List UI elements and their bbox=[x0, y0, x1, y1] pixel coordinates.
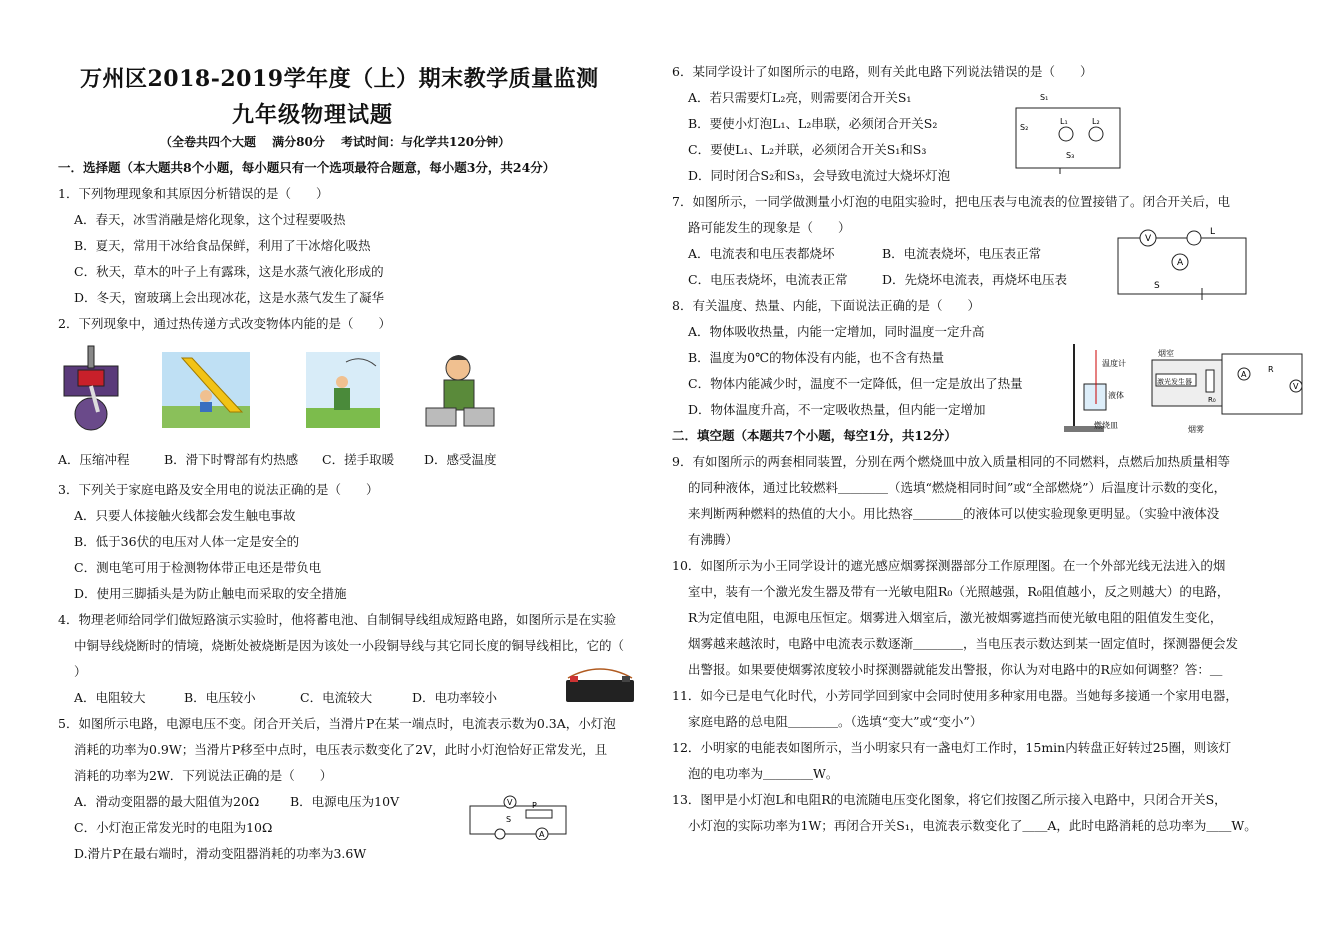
q1-option-b: B．夏天，常用干冰给食品保鲜，利用了干冰熔化吸热 bbox=[74, 238, 371, 253]
q10-r0-label: R₀ bbox=[1208, 396, 1216, 404]
q8-stem: 8．有关温度、热量、内能，下面说法正确的是（ ） bbox=[672, 298, 980, 313]
q10-voltmeter-label: V bbox=[1293, 382, 1299, 391]
q8-option-a: A．物体吸收热量，内能一定增加，同时温度一定升高 bbox=[688, 324, 985, 339]
section2-heading: 二．填空题（本题共7个小题，每空1分，共12分） bbox=[672, 428, 957, 443]
q2-option-c: C．搓手取暖 bbox=[322, 452, 395, 467]
q10-ammeter-label: A bbox=[1241, 370, 1247, 379]
q8-option-b: B．温度为0℃的物体没有内能，也不含有热量 bbox=[688, 350, 945, 365]
q5-switch-label: S bbox=[506, 815, 512, 824]
q9-dish-label: 燃烧皿 bbox=[1094, 421, 1118, 430]
q4-line3: ） bbox=[74, 664, 87, 679]
q7-line1: 7．如图所示，一同学做测量小灯泡的电阻实验时，把电压表与电流表的位置接错了。闭合开关后，电 bbox=[672, 194, 1230, 209]
q9-liquid-label: 液体 bbox=[1108, 391, 1124, 400]
q10-smoke-detector-diagram bbox=[1148, 344, 1306, 436]
q10-line5: 出警报。如果要使烟雾浓度较小时探测器就能发出警报，你认为对电路中的R应如何调整？答：＿ bbox=[688, 662, 1223, 677]
q9-thermometer-label: 温度计 bbox=[1102, 359, 1126, 368]
q6-option-d: D．同时闭合S₂和S₃，会导致电流过大烧坏灯泡 bbox=[688, 168, 951, 183]
q1-option-a: A．春天，冰雪消融是熔化现象，这个过程要吸热 bbox=[74, 212, 346, 227]
q6-l2-label: L₂ bbox=[1092, 117, 1100, 126]
q9-line3: 来判断两种燃料的热值的大小。用比热容＿＿＿＿的液体可以使实验现象更明显。（实验中液体没 bbox=[688, 506, 1220, 521]
q7-option-d: D．先烧坏电流表，再烧坏电压表 bbox=[882, 272, 1068, 287]
q13-line2: 小灯泡的实际功率为1W；再闭合开关S₁，电流表示数变化了＿＿A，此时电路消耗的总功率为＿＿W。 bbox=[688, 818, 1257, 833]
q10-chamber-label: 烟室 bbox=[1158, 349, 1174, 358]
q6-s2-label: S₂ bbox=[1020, 123, 1029, 132]
q11-line1: 11．如今已是电气化时代，小芳同学回到家中会同时使用多种家用电器。当她每多接通一个家用电器， bbox=[672, 688, 1238, 703]
q6-s1-label: S₁ bbox=[1040, 93, 1049, 102]
q7-option-b: B．电流表烧坏，电压表正常 bbox=[882, 246, 1042, 261]
q13-line1: 13．图甲是小灯泡L和电阻R的电流随电压变化图象，将它们按图乙所示接入电路中，只闭合开关S， bbox=[672, 792, 1227, 807]
q7-switch-label: S bbox=[1154, 281, 1160, 291]
q5-ammeter-label: A bbox=[539, 830, 545, 839]
q1-option-d: D．冬天，窗玻璃上会出现冰花，这是水蒸气发生了凝华 bbox=[74, 290, 385, 305]
engine-compression-image bbox=[58, 342, 124, 434]
q4-line2: 中铜导线烧断时的情境，烧断处被烧断是因为该处一小段铜导线与其它同长度的铜导线相比，它的（ bbox=[74, 638, 625, 653]
q6-l1-label: L₁ bbox=[1060, 117, 1068, 126]
q7-ammeter-label: A bbox=[1177, 258, 1184, 268]
q11-line2: 家庭电路的总电阻＿＿＿＿。（选填“变大”或“变小”） bbox=[688, 714, 983, 729]
q1-option-c: C．秋天，草木的叶子上有露珠，这是水蒸气液化形成的 bbox=[74, 264, 384, 279]
exam-subject-title: 九年级物理试题 bbox=[232, 102, 394, 128]
q5-option-b: B．电源电压为10V bbox=[290, 794, 400, 809]
q5-slider-label: P bbox=[532, 801, 537, 810]
feeling-temperature-image bbox=[420, 350, 498, 432]
exam-info: （全卷共四个大题 满分80分 考试时间：与化学共120分钟） bbox=[160, 135, 511, 149]
q4-option-d: D．电功率较小 bbox=[412, 690, 498, 705]
q10-line1: 10．如图所示为小王同学设计的遮光感应烟雾探测器部分工作原理图。在一个外部光线无法进入的烟 bbox=[672, 558, 1226, 573]
q9-heating-apparatus bbox=[1060, 340, 1142, 434]
exam-title: 万州区2018-2019学年度（上）期末教学质量监测 bbox=[80, 66, 599, 92]
q9-line4: 有沸腾） bbox=[688, 532, 739, 547]
q3-stem: 3．下列关于家庭电路及安全用电的说法正确的是（ ） bbox=[58, 482, 379, 497]
q1-stem: 1．下列物理现象和其原因分析错误的是（ ） bbox=[58, 186, 329, 201]
q3-option-d: D．使用三脚插头是为防止触电而采取的安全措施 bbox=[74, 586, 347, 601]
q6-option-a: A．若只需要灯L₂亮，则需要闭合开关S₁ bbox=[688, 90, 912, 105]
q7-option-c: C．电压表烧坏，电流表正常 bbox=[688, 272, 848, 287]
q3-option-b: B．低于36伏的电压对人体一定是安全的 bbox=[74, 534, 300, 549]
q10-line2: 室中，装有一个激光发生器及带有一光敏电阻R₀（光照越强，R₀阻值越小，反之则越大）的电路， bbox=[688, 584, 1230, 599]
q7-lamp-label: L bbox=[1210, 227, 1216, 237]
q2-option-b: B．滑下时臀部有灼热感 bbox=[164, 452, 299, 467]
q6-option-b: B．要使小灯泡L₁、L₂串联，必须闭合开关S₂ bbox=[688, 116, 938, 131]
q5-line3: 消耗的功率为2W．下列说法正确的是（ ） bbox=[74, 768, 333, 783]
q10-line4: 烟雾越来越浓时，电路中电流表示数逐渐＿＿＿＿，当电压表示数达到某一固定值时，探测器便会发 bbox=[688, 636, 1239, 651]
slide-child-image bbox=[162, 352, 250, 428]
q2-stem: 2．下列现象中，通过热传递方式改变物体内能的是（ ） bbox=[58, 316, 391, 331]
q6-option-c: C．要使L₁、L₂并联，必须闭合开关S₁和S₃ bbox=[688, 142, 927, 157]
q5-circuit-diagram bbox=[466, 794, 572, 840]
q5-option-d: D.滑片P在最右端时，滑动变阻器消耗的功率为3.6W bbox=[74, 846, 367, 861]
q7-line2: 路可能发生的现象是（ ） bbox=[688, 220, 851, 235]
q10-r-label: R bbox=[1268, 365, 1274, 374]
q6-circuit-diagram bbox=[1010, 88, 1126, 180]
q4-option-b: B．电压较小 bbox=[184, 690, 256, 705]
q7-circuit-diagram bbox=[1114, 224, 1250, 300]
q5-voltmeter-label: V bbox=[507, 798, 513, 807]
q9-line2: 的同种液体，通过比较燃料＿＿＿＿（选填“燃烧相同时间”或“全部燃烧”）后温度计示数的变化， bbox=[688, 480, 1227, 495]
rubbing-hands-image bbox=[306, 352, 380, 428]
q10-laser-label: 激光发生器 bbox=[1157, 378, 1192, 386]
q4-line1: 4．物理老师给同学们做短路演示实验时，他将蓄电池、自制铜导线组成短路电路，如图所示是在实验 bbox=[58, 612, 616, 627]
q2-option-d: D．感受温度 bbox=[424, 452, 497, 467]
q8-option-d: D．物体温度升高，不一定吸收热量，但内能一定增加 bbox=[688, 402, 986, 417]
q4-option-a: A．电阻较大 bbox=[74, 690, 146, 705]
q5-line1: 5．如图所示电路，电源电压不变。闭合开关后，当滑片P在某一端点时，电流表示数为0.3A，小灯泡 bbox=[58, 716, 616, 731]
q6-stem: 6．某同学设计了如图所示的电路，则有关此电路下列说法错误的是（ ） bbox=[672, 64, 1093, 79]
q3-option-c: C．测电笔可用于检测物体带正电还是带负电 bbox=[74, 560, 322, 575]
q7-option-a: A．电流表和电压表都烧坏 bbox=[688, 246, 835, 261]
section1-heading: 一．选择题（本大题共8个小题，每小题只有一个选项最符合题意，每小题3分，共24分） bbox=[58, 160, 556, 175]
q5-option-c: C．小灯泡正常发光时的电阻为10Ω bbox=[74, 820, 273, 835]
q4-option-c: C．电流较大 bbox=[300, 690, 373, 705]
q6-s3-label: S₃ bbox=[1066, 151, 1075, 160]
q12-line1: 12．小明家的电能表如图所示，当小明家只有一盏电灯工作时，15min内转盘正好转过25圈，则该灯 bbox=[672, 740, 1232, 755]
q3-option-a: A．只要人体接触火线都会发生触电事故 bbox=[74, 508, 296, 523]
q10-line3: R为定值电阻，电源电压恒定。烟雾进入烟室后，激光被烟雾遮挡而使光敏电阻的阻值发生变化， bbox=[688, 610, 1223, 625]
q2-option-a: A．压缩冲程 bbox=[58, 452, 130, 467]
q7-voltmeter-label: V bbox=[1145, 234, 1152, 244]
q9-line1: 9．有如图所示的两套相同装置，分别在两个燃烧皿中放入质量相同的不同燃料，点燃后加热质量相等 bbox=[672, 454, 1230, 469]
q10-smoke-label: 烟雾 bbox=[1188, 425, 1204, 434]
q12-line2: 泡的电功率为＿＿＿＿W。 bbox=[688, 766, 839, 781]
q5-option-a: A．滑动变阻器的最大阻值为20Ω bbox=[74, 794, 260, 809]
q5-line2: 消耗的功率为0.9W；当滑片P移至中点时，电压表示数变化了2V，此时小灯泡恰好正常发光，且 bbox=[74, 742, 608, 757]
q8-option-c: C．物体内能减少时，温度不一定降低，但一定是放出了热量 bbox=[688, 376, 1023, 391]
battery-short-circuit-image bbox=[560, 664, 640, 704]
